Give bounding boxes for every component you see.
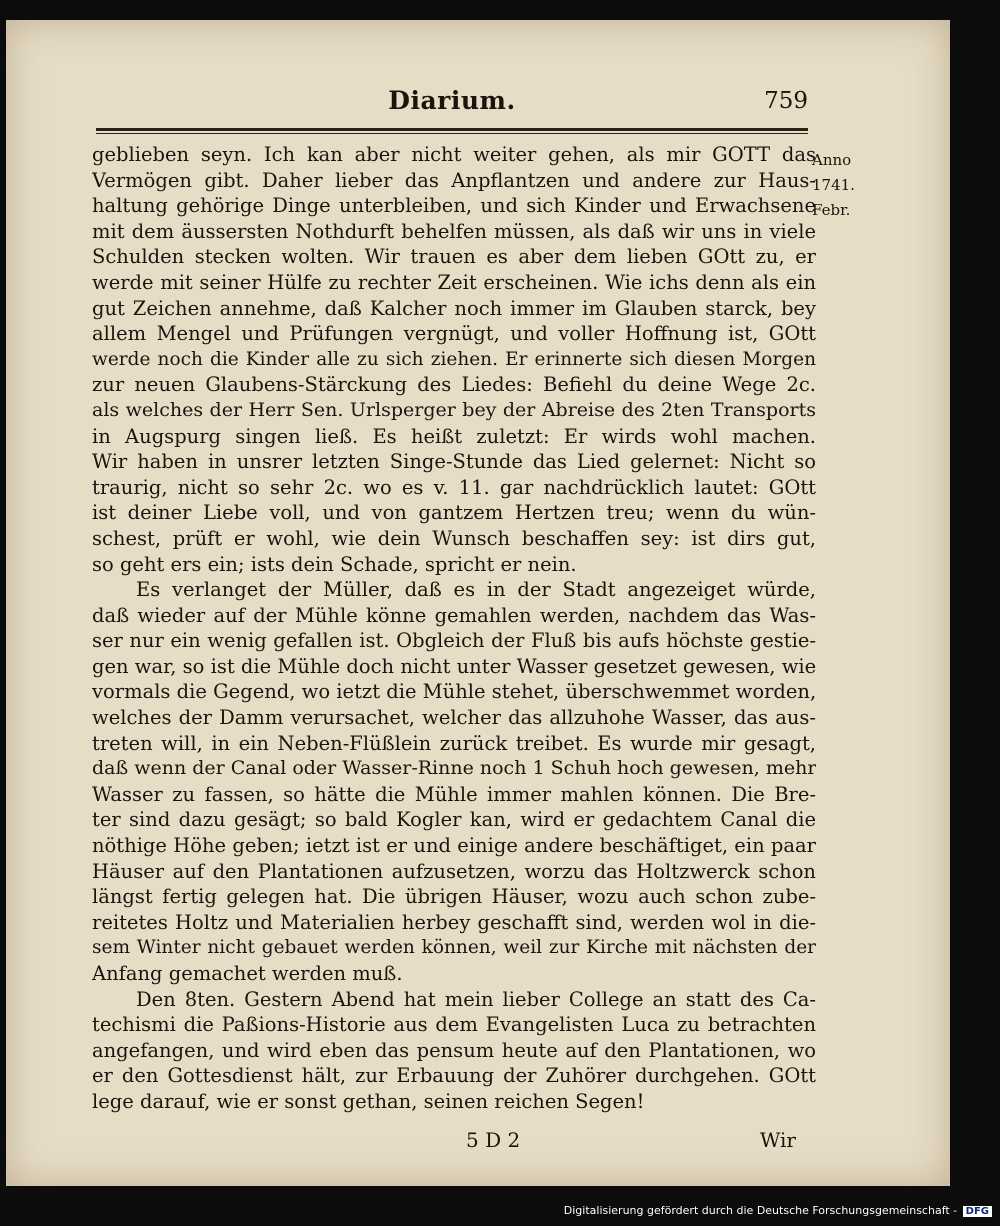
text-line: mit dem äussersten Nothdurft behelfen müssen, als daß wir uns in viele: [92, 219, 816, 243]
text-line: längst fertig gelegen hat. Die übrigen Häuser, wozu auch schon zube-: [92, 885, 816, 909]
text-line: zur neuen Glaubens-Stärckung des Liedes: Befiehl du deine Wege 2c.: [92, 373, 816, 397]
text-line: daß wieder auf der Mühle könne gemahlen werden, nachdem das Was-: [92, 603, 816, 627]
text-line: Wasser zu fassen, so hätte die Mühle immer mahlen können. Die Bre-: [92, 782, 816, 806]
text-line: ist deiner Liebe voll, und von gantzem Hertzen treu; wenn du wün-: [92, 501, 816, 525]
text-line: gen war, so ist die Mühle doch nicht unter Wasser gesetzet gewesen, wie: [92, 654, 816, 678]
text-line: sem Winter nicht gebauet werden können, weil zur Kirche mit nächsten der: [92, 937, 816, 959]
text-line: als welches der Herr Sen. Urlsperger bey der Abreise des 2ten Transports: [92, 398, 816, 421]
running-title: Diarium.: [388, 86, 516, 115]
text-line: treten will, in ein Neben-Flüßlein zurück treibet. Es wurde mir gesagt,: [92, 731, 816, 755]
text-line: geblieben seyn. Ich kan aber nicht weiter gehen, als mir GOTT das: [92, 143, 816, 166]
text-line: ser nur ein wenig gefallen ist. Obgleich der Fluß bis aufs höchste gestie-: [92, 629, 816, 653]
page-footer: [96, 1128, 796, 1158]
text-line: Vermögen gibt. Daher lieber das Anpflantzen und andere zur Haus-: [92, 168, 816, 192]
margin-note-line: 1741.: [812, 176, 855, 194]
credit-text: Digitalisierung gefördert durch die Deutsche Forschungsgemeinschaft -: [563, 1204, 958, 1217]
text-line: reitetes Holtz und Materialien herbey geschafft sind, werden wol in die-: [92, 910, 816, 934]
text-line: Den 8ten. Gestern Abend hat mein lieber College an statt des Ca-: [136, 987, 816, 1011]
text-line: daß wenn der Canal oder Wasser-Rinne noch 1 Schuh hoch gewesen, mehr: [92, 757, 816, 780]
page-number: 759: [764, 88, 808, 114]
text-line: in Augspurg singen ließ. Es heißt zuletzt: Er wirds wohl machen.: [92, 424, 816, 448]
text-line: welches der Damm verursachet, welcher das allzuhohe Wasser, das aus-: [92, 706, 816, 730]
margin-note-line: Febr.: [812, 201, 851, 219]
text-line: gut Zeichen annehme, daß Kalcher noch immer im Glauben starck, bey: [92, 296, 816, 320]
text-line: Es verlanget der Müller, daß es in der Stadt angezeiget würde,: [136, 578, 816, 602]
text-line: Häuser auf den Plantationen aufzusetzen, worzu das Holtzwerck schon: [92, 859, 816, 883]
text-line: werde noch die Kinder alle zu sich ziehen. Er erinnerte sich diesen Morgen: [92, 348, 816, 370]
text-line: Schulden stecken wolten. Wir trauen es aber dem lieben GOtt zu, er: [92, 245, 816, 269]
catchword: Wir: [759, 1128, 796, 1152]
text-line: so geht ers ein; ists dein Schade, spricht er nein.: [92, 552, 577, 576]
text-line: Anfang gemachet werden muß.: [92, 962, 403, 985]
text-line: ter sind dazu gesägt; so bald Kogler kan, wird er gedachtem Canal die: [92, 808, 816, 832]
book-page: [6, 20, 950, 1186]
text-line: haltung gehörige Dinge unterbleiben, und sich Kinder und Erwachsene: [92, 194, 816, 218]
text-line: nöthige Höhe geben; ietzt ist er und einige andere beschäftiget, ein paar: [92, 834, 816, 858]
text-line: techismi die Paßions-Historie aus dem Evangelisten Luca zu betrachten: [92, 1013, 816, 1037]
text-line: allem Mengel und Prüfungen vergnügt, und voller Hoffnung ist, GOtt: [92, 322, 816, 346]
text-line: lege darauf, wie er sonst gethan, seinen reichen Segen!: [92, 1089, 645, 1113]
digitization-credit: [564, 1204, 992, 1220]
text-line: traurig, nicht so sehr 2c. wo es v. 11. gar nachdrücklich lautet: GOtt: [92, 475, 816, 499]
header-rule-thin: [96, 133, 808, 134]
text-line: werde mit seiner Hülfe zu rechter Zeit erscheinen. Wie ichs denn als ein: [92, 270, 816, 294]
signature-mark: 5 D 2: [466, 1128, 521, 1152]
margin-note-line: Anno: [812, 151, 852, 169]
text-line: er den Gottesdienst hält, zur Erbauung der Zuhörer durchgehen. GOtt: [92, 1064, 816, 1088]
header-rule: [96, 128, 808, 131]
body-text: [92, 142, 816, 1115]
margin-note: [812, 148, 872, 223]
text-line: schest, prüft er wohl, wie dein Wunsch beschaffen sey: ist dirs gut,: [92, 526, 816, 550]
text-line: Wir haben in unsrer letzten Singe-Stunde das Lied gelernet: Nicht so: [92, 450, 816, 474]
running-header: [96, 82, 808, 136]
text-line: angefangen, und wird eben das pensum heute auf den Plantationen, wo: [92, 1038, 816, 1062]
text-line: vormals die Gegend, wo ietzt die Mühle stehet, überschwemmet worden,: [92, 680, 816, 704]
dfg-logo: DFG: [963, 1206, 992, 1217]
